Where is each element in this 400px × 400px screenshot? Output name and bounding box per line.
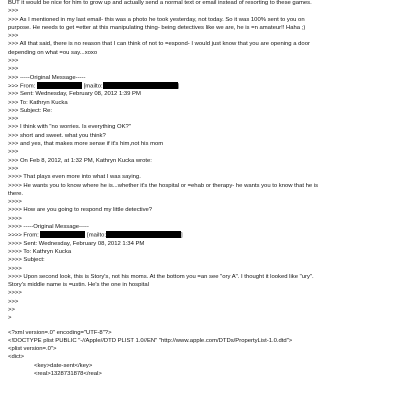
- line-text: Story's middle name is =ustin. He's the one in hospital: [8, 282, 149, 289]
- text-line: [8, 74, 396, 82]
- text-line: [8, 7, 396, 15]
- text-line: [8, 337, 396, 345]
- text-line: [8, 65, 396, 73]
- line-text: >>> -----Original Message-----: [8, 74, 86, 81]
- line-text: >>> All that said, there is no reason that I can think of not to =espond- I would just know that you are opening a door: [8, 41, 310, 48]
- text-line: [8, 248, 396, 256]
- line-text: >>>>: [8, 290, 22, 297]
- line-text: >>>> Subject:: [8, 257, 45, 264]
- text-line: [8, 362, 396, 370]
- text-line: [8, 353, 396, 361]
- line-text: >>>: [8, 298, 19, 305]
- text-line: [8, 298, 396, 306]
- line-text: >>> To: Kathryn Kucka: [8, 99, 68, 106]
- text-line: [8, 99, 396, 107]
- text-line: [8, 281, 396, 289]
- text-line: [8, 240, 396, 248]
- line-text: >>>> That plays even more into what I was saying.: [8, 174, 141, 181]
- text-line: [8, 256, 396, 264]
- line-text: >>>>: [8, 199, 22, 206]
- text-line: [8, 265, 396, 273]
- line-text: >: [8, 315, 12, 322]
- text-line: [8, 40, 396, 48]
- line-text: >>>: [8, 165, 19, 172]
- text-line: [8, 231, 396, 239]
- redaction-bar: [37, 82, 82, 89]
- text-line: [8, 157, 396, 165]
- line-text: >>> I think with "no worries. Is everything OK?": [8, 124, 131, 131]
- text-line: [8, 314, 396, 322]
- text-line: [8, 24, 396, 32]
- text-line: [8, 223, 396, 231]
- line-text: <plist version=.0">: [8, 346, 57, 353]
- line-text: >>>: [8, 8, 19, 15]
- line-text: >>>> How are you going to respond my little detective?: [8, 207, 153, 214]
- line-text: >>>> Sent: Wednesday, February 08, 2012 1:34 PM: [8, 240, 145, 247]
- text-line: [8, 123, 396, 131]
- text-line: [8, 370, 396, 378]
- line-text: depending on what =ou say...xoxo: [8, 49, 98, 56]
- line-text: >>>> To: Kathryn Kucka: [8, 248, 72, 255]
- line-text: <?xml version=.0" encoding="UTF-8"?>: [8, 329, 112, 336]
- line-text: >>: [8, 306, 15, 313]
- text-line: [8, 190, 396, 198]
- text-line: [8, 140, 396, 148]
- text-line: [8, 16, 396, 24]
- email-document-body: [8, 0, 396, 378]
- text-line: [8, 32, 396, 40]
- mailto-label: [mailto:: [81, 83, 103, 90]
- text-line: [8, 132, 396, 140]
- text-line: [8, 82, 396, 90]
- redaction-bar: [40, 231, 85, 238]
- line-text: >>> Subject: Re:: [8, 107, 53, 114]
- line-text: <dict>: [8, 354, 25, 361]
- line-text: >>>: [8, 116, 19, 123]
- line-text: purpose. He needs to get =etter at this manipulating thing- being detectives like we are, he is =n amateur!! Haha ;): [8, 24, 306, 31]
- line-text: <real>1328731878</real>: [34, 371, 102, 378]
- mailto-close: ]: [177, 83, 180, 90]
- mailto-label: [mailto:: [85, 232, 107, 239]
- text-line: [8, 165, 396, 173]
- text-line: [8, 273, 396, 281]
- line-text: >>> From:: [8, 83, 36, 90]
- line-text: <key>date-sent</key>: [34, 362, 93, 369]
- mailto-close: ]: [181, 232, 183, 239]
- line-text: >>> On Feb 8, 2012, at 1:32 PM, Kathryn Kucka wrote:: [8, 157, 152, 164]
- line-text: >>>: [8, 66, 19, 73]
- text-line: [8, 173, 396, 181]
- line-text: >>> Sent: Wednesday, February 08, 2012 1:39 PM: [8, 91, 141, 98]
- line-text: >>>: [8, 33, 19, 40]
- line-text: >>>: [8, 149, 19, 156]
- text-line: [8, 115, 396, 123]
- line-text: >>>> -----Original Message-----: [8, 224, 89, 231]
- text-line: [8, 148, 396, 156]
- text-line: [8, 90, 396, 98]
- text-line: [8, 182, 396, 190]
- line-text: >>>> Upon second look, this is Story's, not his moms. At the bottom you =an see "ory A". I thought it looked like "ury".: [8, 273, 314, 280]
- redaction-bar: [103, 82, 178, 89]
- line-text: there.: [8, 190, 24, 197]
- line-text: >>>>: [8, 265, 22, 272]
- text-line: [8, 57, 396, 65]
- line-text: >>>> He wants you to know where he is...whether it's the hospital or =ehab or therapy- he wants you to know that he is: [8, 182, 319, 189]
- text-line: [8, 289, 396, 297]
- line-text: >>>>: [8, 215, 22, 222]
- line-text: >>>> From:: [8, 232, 39, 239]
- redaction-bar: [106, 231, 181, 238]
- line-text: <!DOCTYPE plist PUBLIC "-//Apple//DTD PLIST 1.0//EN" "http://www.apple.com/DTDs/PropertyList-1.0.dtd">: [8, 337, 293, 344]
- text-line: [8, 49, 396, 57]
- text-line: [8, 107, 396, 115]
- text-line: [8, 345, 396, 353]
- text-line: [8, 198, 396, 206]
- line-text: >>> As I mentioned in my last email- this was a photo he took yesterday, not today. So it was 100% sent to you on: [8, 16, 305, 23]
- text-line: [8, 306, 396, 314]
- line-text: BUT it would be nice for him to grow up and actually send a normal text or email instead of resorting to these games.: [8, 0, 312, 6]
- text-line: [8, 329, 396, 337]
- line-text: >>> and yes, that makes more sense if it's him,not his mom: [8, 141, 164, 148]
- line-text: >>>: [8, 58, 19, 65]
- text-line: [8, 215, 396, 223]
- text-line: [8, 0, 396, 7]
- text-line: [8, 206, 396, 214]
- line-text: >>> short and sweet. what you think?: [8, 132, 106, 139]
